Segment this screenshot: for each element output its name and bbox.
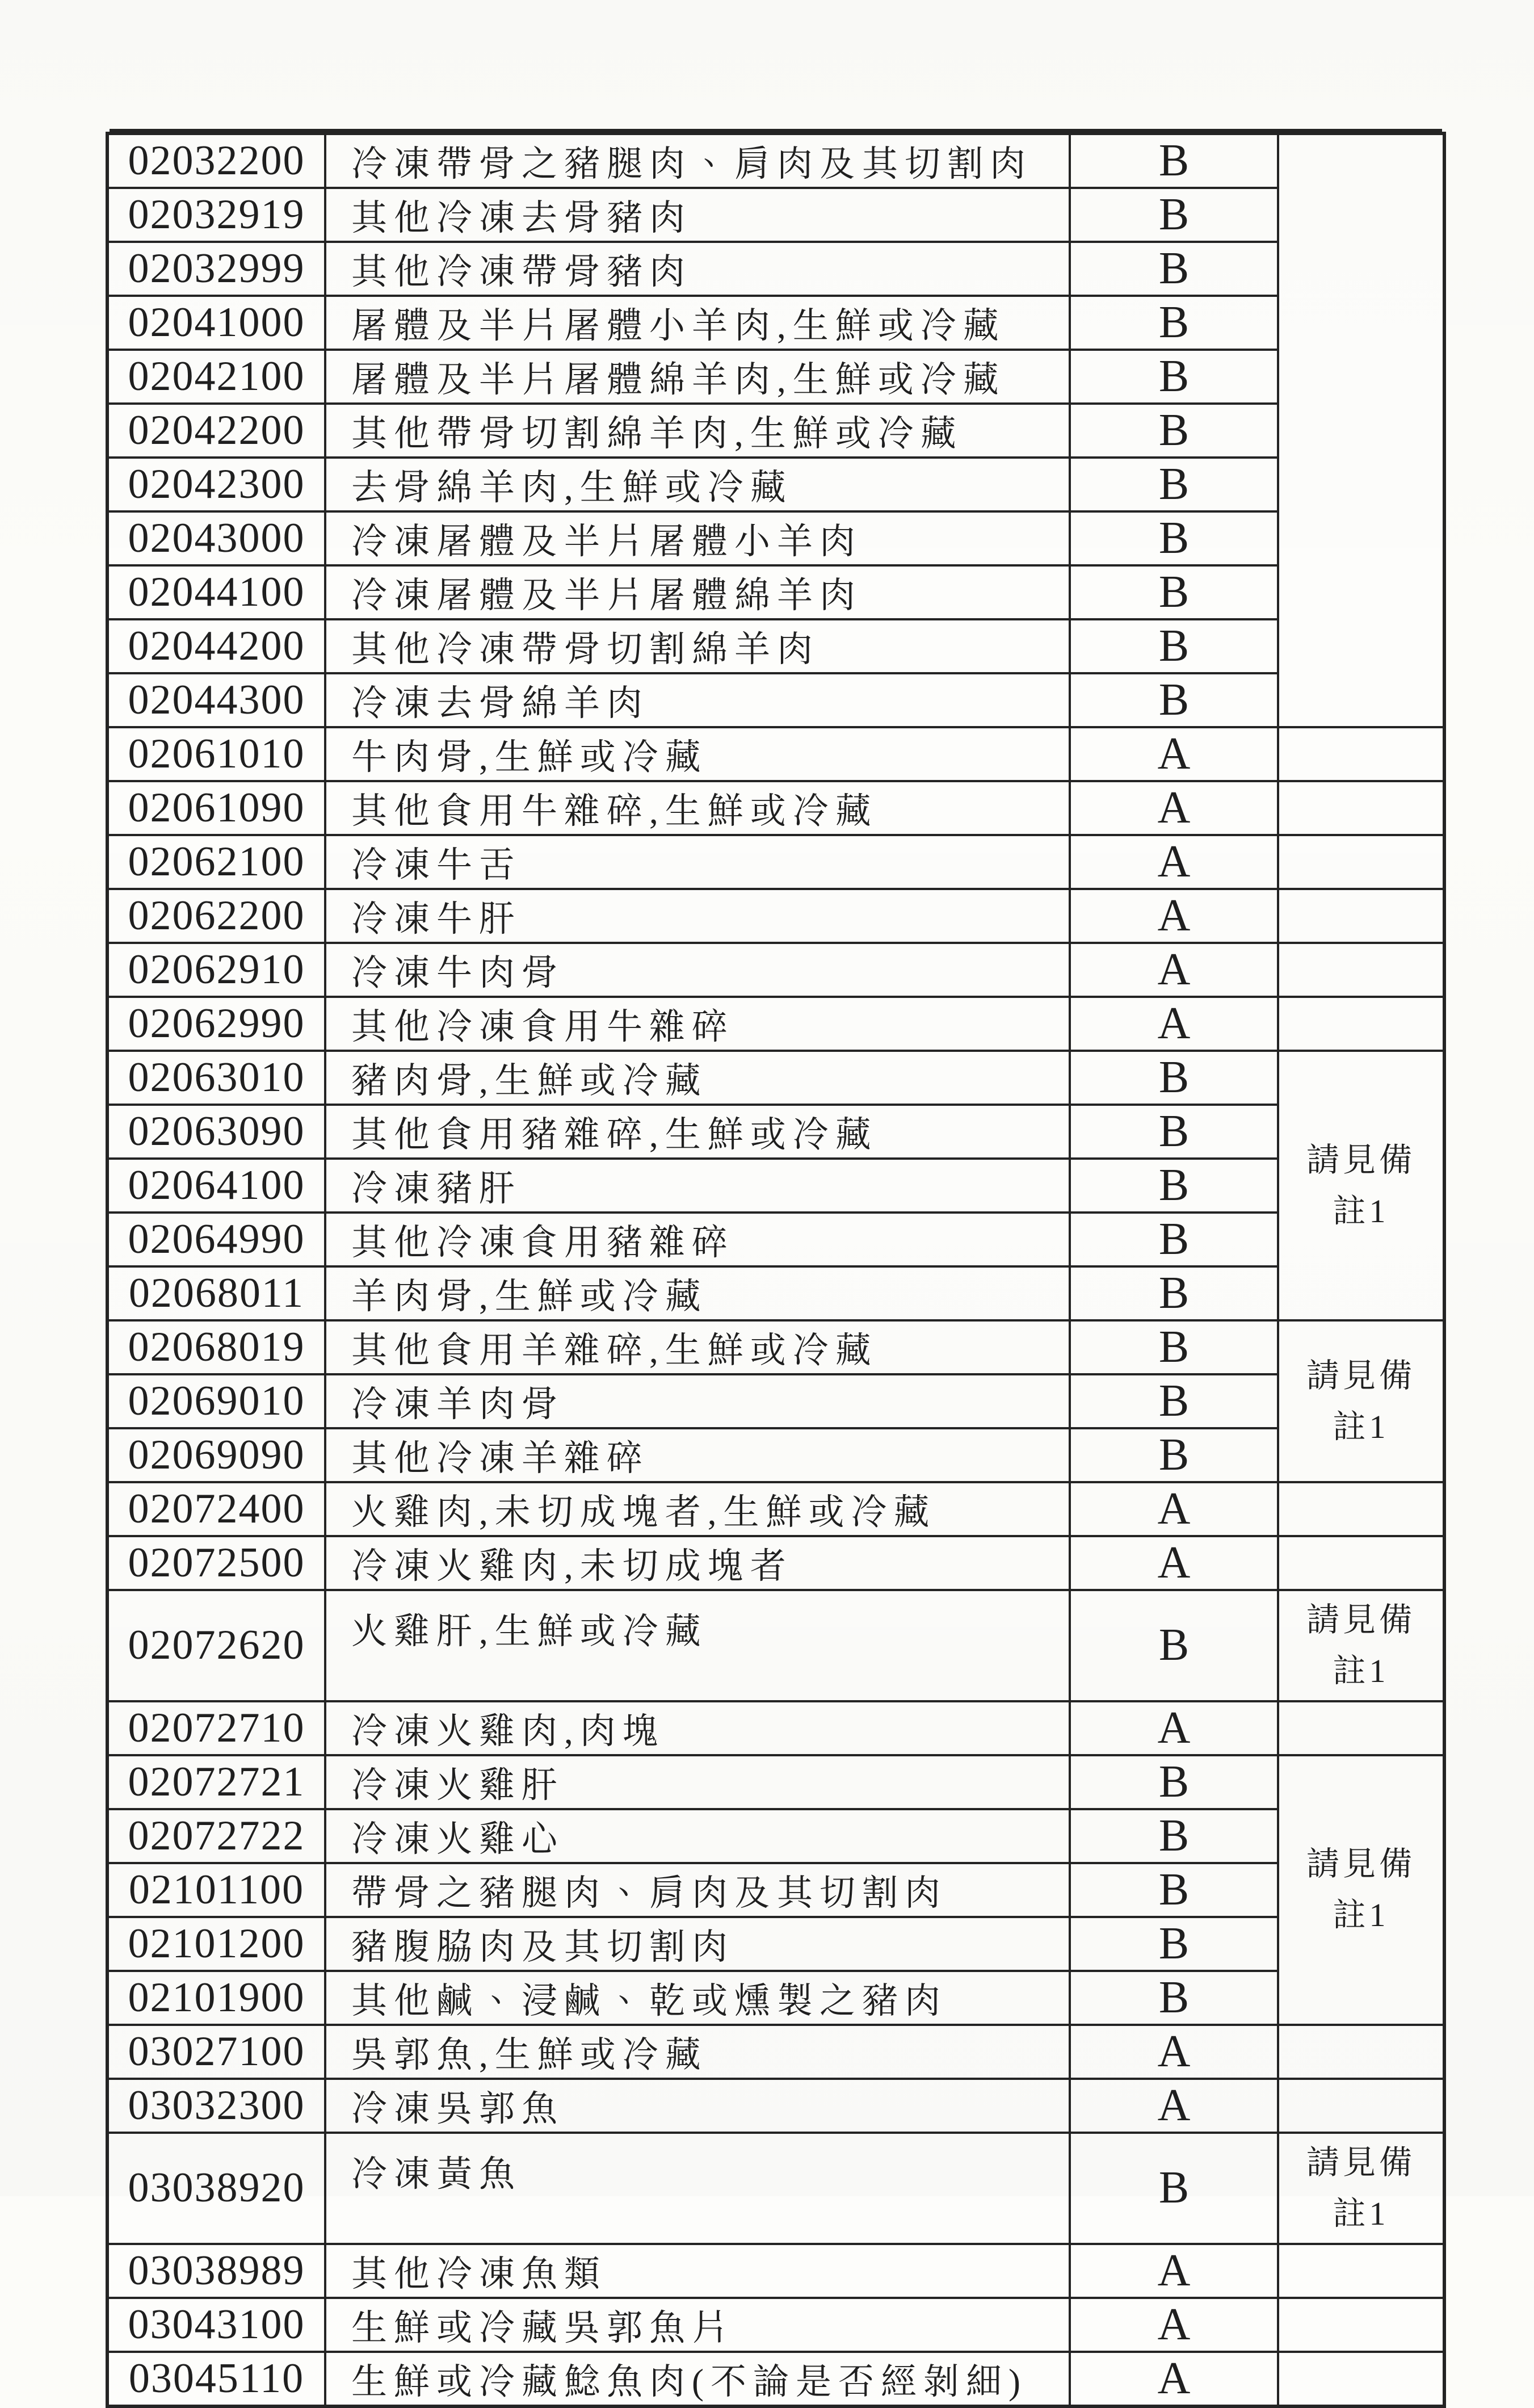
remark-cell — [1278, 2352, 1444, 2406]
description-cell: 其他冷凍帶骨切割綿羊肉 — [325, 619, 1070, 673]
code-cell: 02072721 — [107, 1755, 325, 1809]
description-cell: 冷凍火雞肝 — [325, 1755, 1070, 1809]
grade-cell: B — [1070, 1809, 1278, 1863]
table-row — [107, 458, 1444, 511]
table-row — [107, 1809, 1444, 1863]
description-cell: 豬肉骨,生鮮或冷藏 — [325, 1051, 1070, 1105]
remark-cell — [1278, 835, 1444, 889]
grade-cell: B — [1070, 1863, 1278, 1917]
code-cell: 02042100 — [107, 350, 325, 404]
remark-cell — [1278, 1482, 1444, 1536]
grade-cell: B — [1070, 673, 1278, 727]
grade-cell: B — [1070, 619, 1278, 673]
code-cell: 02032200 — [107, 133, 325, 188]
code-cell: 02072400 — [107, 1482, 325, 1536]
description-cell: 火雞肝,生鮮或冷藏 — [325, 1590, 1070, 1701]
code-cell: 02069090 — [107, 1428, 325, 1482]
description-cell: 冷凍吳郭魚 — [325, 2079, 1070, 2133]
table-row — [107, 2079, 1444, 2133]
description-cell: 其他鹹、浸鹹、乾或燻製之豬肉 — [325, 1971, 1070, 2025]
remark-cell — [1278, 133, 1444, 727]
description-cell: 去骨綿羊肉,生鮮或冷藏 — [325, 458, 1070, 511]
table-row — [107, 1159, 1444, 1213]
code-cell: 02068019 — [107, 1320, 325, 1374]
table-row — [107, 2133, 1444, 2244]
code-cell: 02032919 — [107, 188, 325, 242]
table-row — [107, 781, 1444, 835]
grade-cell: A — [1070, 997, 1278, 1051]
grade-cell: B — [1070, 133, 1278, 188]
table-row — [107, 1105, 1444, 1159]
table-row — [107, 2025, 1444, 2079]
description-cell: 其他食用羊雜碎,生鮮或冷藏 — [325, 1320, 1070, 1374]
table-row — [107, 2298, 1444, 2352]
grade-cell: B — [1070, 1051, 1278, 1105]
code-cell: 02068011 — [107, 1266, 325, 1320]
code-cell: 03032300 — [107, 2079, 325, 2133]
remark-cell — [1278, 889, 1444, 943]
grade-cell: B — [1070, 1213, 1278, 1266]
description-cell: 冷凍豬肝 — [325, 1159, 1070, 1213]
remark-cell — [1278, 727, 1444, 781]
remark-cell: 請見備註1 — [1278, 1590, 1444, 1701]
description-cell: 其他食用豬雜碎,生鮮或冷藏 — [325, 1105, 1070, 1159]
table-row — [107, 835, 1444, 889]
table-row — [107, 1320, 1444, 1374]
table-row — [107, 1428, 1444, 1482]
code-cell: 02063010 — [107, 1051, 325, 1105]
table-row — [107, 619, 1444, 673]
code-cell: 02101100 — [107, 1863, 325, 1917]
table-row — [107, 1701, 1444, 1755]
grade-cell: A — [1070, 835, 1278, 889]
table-row — [107, 1755, 1444, 1809]
description-cell: 火雞肉,未切成塊者,生鮮或冷藏 — [325, 1482, 1070, 1536]
remark-cell — [1278, 943, 1444, 997]
code-cell: 03045110 — [107, 2352, 325, 2406]
grade-cell: B — [1070, 296, 1278, 350]
grade-cell: B — [1070, 350, 1278, 404]
remark-cell — [1278, 997, 1444, 1051]
code-cell: 03038989 — [107, 2244, 325, 2298]
description-cell: 屠體及半片屠體綿羊肉,生鮮或冷藏 — [325, 350, 1070, 404]
description-cell: 其他冷凍食用豬雜碎 — [325, 1213, 1070, 1266]
description-cell: 冷凍牛舌 — [325, 835, 1070, 889]
description-cell: 冷凍火雞肉,肉塊 — [325, 1701, 1070, 1755]
description-cell: 生鮮或冷藏鯰魚肉(不論是否經剝細) — [325, 2352, 1070, 2406]
description-cell: 冷凍羊肉骨 — [325, 1374, 1070, 1428]
remark-cell — [1278, 2079, 1444, 2133]
table-row — [107, 1051, 1444, 1105]
grade-cell: B — [1070, 1590, 1278, 1701]
description-cell: 生鮮或冷藏吳郭魚片 — [325, 2298, 1070, 2352]
description-cell: 冷凍屠體及半片屠體小羊肉 — [325, 511, 1070, 565]
grade-cell: B — [1070, 404, 1278, 458]
code-cell: 02032999 — [107, 242, 325, 296]
description-cell: 冷凍去骨綿羊肉 — [325, 673, 1070, 727]
description-cell: 豬腹脇肉及其切割肉 — [325, 1917, 1070, 1971]
remark-cell — [1278, 2244, 1444, 2298]
remark-cell — [1278, 2298, 1444, 2352]
table-row — [107, 1374, 1444, 1428]
code-cell: 02072620 — [107, 1590, 325, 1701]
description-cell: 冷凍帶骨之豬腿肉、肩肉及其切割肉 — [325, 133, 1070, 188]
description-cell: 其他冷凍去骨豬肉 — [325, 188, 1070, 242]
remark-cell: 請見備註1 — [1278, 2133, 1444, 2244]
code-cell: 02041000 — [107, 296, 325, 350]
grade-cell: B — [1070, 1159, 1278, 1213]
description-cell: 其他冷凍食用牛雜碎 — [325, 997, 1070, 1051]
table-row — [107, 1917, 1444, 1971]
code-cell: 02072500 — [107, 1536, 325, 1590]
code-cell: 02101200 — [107, 1917, 325, 1971]
table-row — [107, 188, 1444, 242]
table-row — [107, 1863, 1444, 1917]
grade-cell: B — [1070, 242, 1278, 296]
remark-cell — [1278, 1536, 1444, 1590]
description-cell: 其他冷凍魚類 — [325, 2244, 1070, 2298]
grade-cell: A — [1070, 889, 1278, 943]
code-cell: 02061010 — [107, 727, 325, 781]
table-row — [107, 404, 1444, 458]
grade-cell: A — [1070, 727, 1278, 781]
grade-cell: B — [1070, 1971, 1278, 2025]
table-row — [107, 2352, 1444, 2406]
table-row — [107, 1590, 1444, 1701]
code-cell: 02044200 — [107, 619, 325, 673]
description-cell: 冷凍黃魚 — [325, 2133, 1070, 2244]
description-cell: 冷凍火雞心 — [325, 1809, 1070, 1863]
grade-cell: B — [1070, 1755, 1278, 1809]
table-row — [107, 997, 1444, 1051]
grade-cell: B — [1070, 1320, 1278, 1374]
code-cell: 02062910 — [107, 943, 325, 997]
code-cell: 02042200 — [107, 404, 325, 458]
code-cell: 02062990 — [107, 997, 325, 1051]
table-row — [107, 673, 1444, 727]
remark-cell — [1278, 1701, 1444, 1755]
description-cell: 屠體及半片屠體小羊肉,生鮮或冷藏 — [325, 296, 1070, 350]
grade-cell: A — [1070, 1701, 1278, 1755]
grade-cell: A — [1070, 2244, 1278, 2298]
hs-code-table — [106, 132, 1446, 2408]
table-row — [107, 296, 1444, 350]
code-cell: 02072710 — [107, 1701, 325, 1755]
code-cell: 02044300 — [107, 673, 325, 727]
table-row — [107, 727, 1444, 781]
description-cell: 牛肉骨,生鮮或冷藏 — [325, 727, 1070, 781]
code-cell: 02069010 — [107, 1374, 325, 1428]
table-row — [107, 1213, 1444, 1266]
grade-cell: B — [1070, 1374, 1278, 1428]
table-row — [107, 943, 1444, 997]
code-cell: 03038920 — [107, 2133, 325, 2244]
remark-cell: 請見備註1 — [1278, 1051, 1444, 1320]
table-row — [107, 1266, 1444, 1320]
grade-cell: A — [1070, 1536, 1278, 1590]
code-cell: 02062200 — [107, 889, 325, 943]
description-cell: 冷凍屠體及半片屠體綿羊肉 — [325, 565, 1070, 619]
grade-cell: B — [1070, 1917, 1278, 1971]
table-row — [107, 511, 1444, 565]
code-cell: 02072722 — [107, 1809, 325, 1863]
grade-cell: B — [1070, 1105, 1278, 1159]
code-cell: 02064990 — [107, 1213, 325, 1266]
table-row — [107, 133, 1444, 188]
description-cell: 其他冷凍羊雜碎 — [325, 1428, 1070, 1482]
code-cell: 02043000 — [107, 511, 325, 565]
description-cell: 冷凍牛肉骨 — [325, 943, 1070, 997]
table-row — [107, 1971, 1444, 2025]
grade-cell: B — [1070, 1266, 1278, 1320]
code-cell: 02064100 — [107, 1159, 325, 1213]
grade-cell: B — [1070, 1428, 1278, 1482]
table-row — [107, 889, 1444, 943]
table-row — [107, 1482, 1444, 1536]
code-cell: 02101900 — [107, 1971, 325, 2025]
code-cell: 02063090 — [107, 1105, 325, 1159]
description-cell: 其他食用牛雜碎,生鮮或冷藏 — [325, 781, 1070, 835]
grade-cell: B — [1070, 511, 1278, 565]
description-cell: 羊肉骨,生鮮或冷藏 — [325, 1266, 1070, 1320]
grade-cell: B — [1070, 188, 1278, 242]
grade-cell: B — [1070, 565, 1278, 619]
grade-cell: A — [1070, 943, 1278, 997]
remark-cell — [1278, 2025, 1444, 2079]
grade-cell: B — [1070, 2133, 1278, 2244]
code-cell: 03043100 — [107, 2298, 325, 2352]
grade-cell: A — [1070, 2079, 1278, 2133]
grade-cell: A — [1070, 2352, 1278, 2406]
code-cell: 02042300 — [107, 458, 325, 511]
remark-cell: 請見備註1 — [1278, 1755, 1444, 2025]
code-cell: 03027100 — [107, 2025, 325, 2079]
description-cell: 冷凍火雞肉,未切成塊者 — [325, 1536, 1070, 1590]
grade-cell: A — [1070, 781, 1278, 835]
grade-cell: A — [1070, 2025, 1278, 2079]
remark-cell: 請見備註1 — [1278, 1320, 1444, 1482]
table-row — [107, 242, 1444, 296]
table-row — [107, 350, 1444, 404]
table-row — [107, 2244, 1444, 2298]
description-cell: 冷凍牛肝 — [325, 889, 1070, 943]
grade-cell: A — [1070, 1482, 1278, 1536]
description-cell: 帶骨之豬腿肉、肩肉及其切割肉 — [325, 1863, 1070, 1917]
hs-code-table-body — [107, 133, 1444, 2406]
description-cell: 其他帶骨切割綿羊肉,生鮮或冷藏 — [325, 404, 1070, 458]
remark-cell — [1278, 781, 1444, 835]
table-row — [107, 565, 1444, 619]
code-cell: 02062100 — [107, 835, 325, 889]
code-cell: 02044100 — [107, 565, 325, 619]
description-cell: 其他冷凍帶骨豬肉 — [325, 242, 1070, 296]
table-row — [107, 1536, 1444, 1590]
description-cell: 吳郭魚,生鮮或冷藏 — [325, 2025, 1070, 2079]
code-cell: 02061090 — [107, 781, 325, 835]
grade-cell: B — [1070, 458, 1278, 511]
grade-cell: A — [1070, 2298, 1278, 2352]
